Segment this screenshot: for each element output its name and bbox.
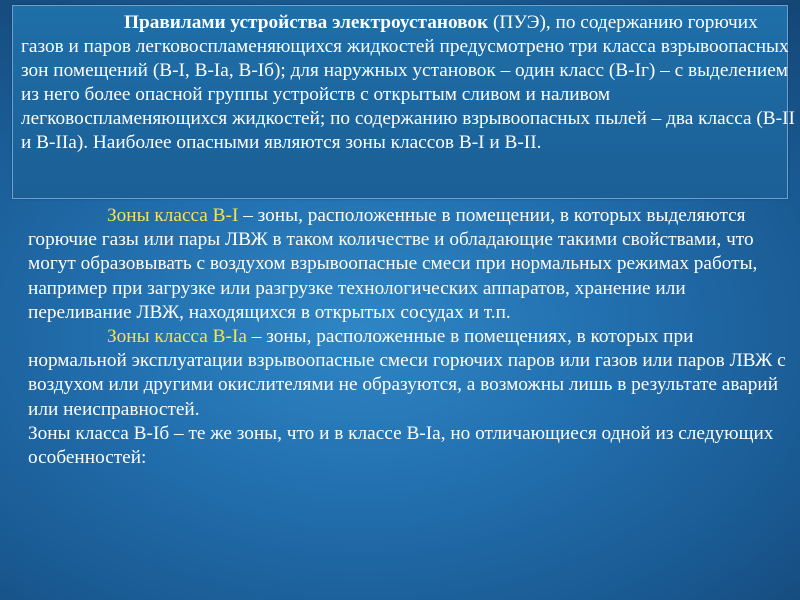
zone-text-b1b: Зоны класса В-Iб – те же зоны, что и в классе В-Iа, но отличающиеся одной из следующих особенностей: (28, 422, 774, 469)
intro-bold-lead: Правилами устройства электроустановок (124, 12, 489, 33)
zone-paragraph-b1a (28, 325, 788, 422)
zone-paragraph-b1b (28, 422, 788, 470)
zone-title-b1a: Зоны класса В-Iа (107, 326, 247, 348)
zone-text-b1: – зоны, расположенные в помещении, в которых выделяются горючие газы или пары ЛВЖ в таком количестве и обладающие такими свойствами, что могут образовывать с воздухом взрывоопасные смеси при нормальных режимах работы, например при загрузке или разгрузке технологических аппаратов, хранение или переливание ЛВЖ, находящихся в открытых сосудах и т.п. (28, 205, 758, 323)
zone-text-b1a: – зоны, расположенные в помещениях, в которых при нормальной эксплуатации взрывоопасные смеси горючих паров или газов или паров ЛВЖ с воздухом или другими окислителями не образуются, а возможны лишь в результате аварий или неисправностей. (28, 326, 786, 420)
zone-title-b1: Зоны класса В-I (107, 205, 239, 226)
zones-section (28, 204, 788, 470)
intro-text: (ПУЭ), по содержанию горючих газов и паров легковоспламеняющихся жидкостей предусмотрено три класса взрывоопасных зон помещений (В-I, В-Iа, В-Iб); для наружных установок – один класс (В-Iг) – с выделением из него более опасной группы устройств с открытым сливом и наливом легковоспламеняющихся жидкостей; по содержанию взрывоопасных пылей – два класса (В-II и В-IIа). Наиболее опасными являются зоны классов В-I и В-II. (21, 12, 795, 153)
zone-paragraph-b1 (28, 204, 788, 325)
intro-paragraph (21, 11, 796, 155)
